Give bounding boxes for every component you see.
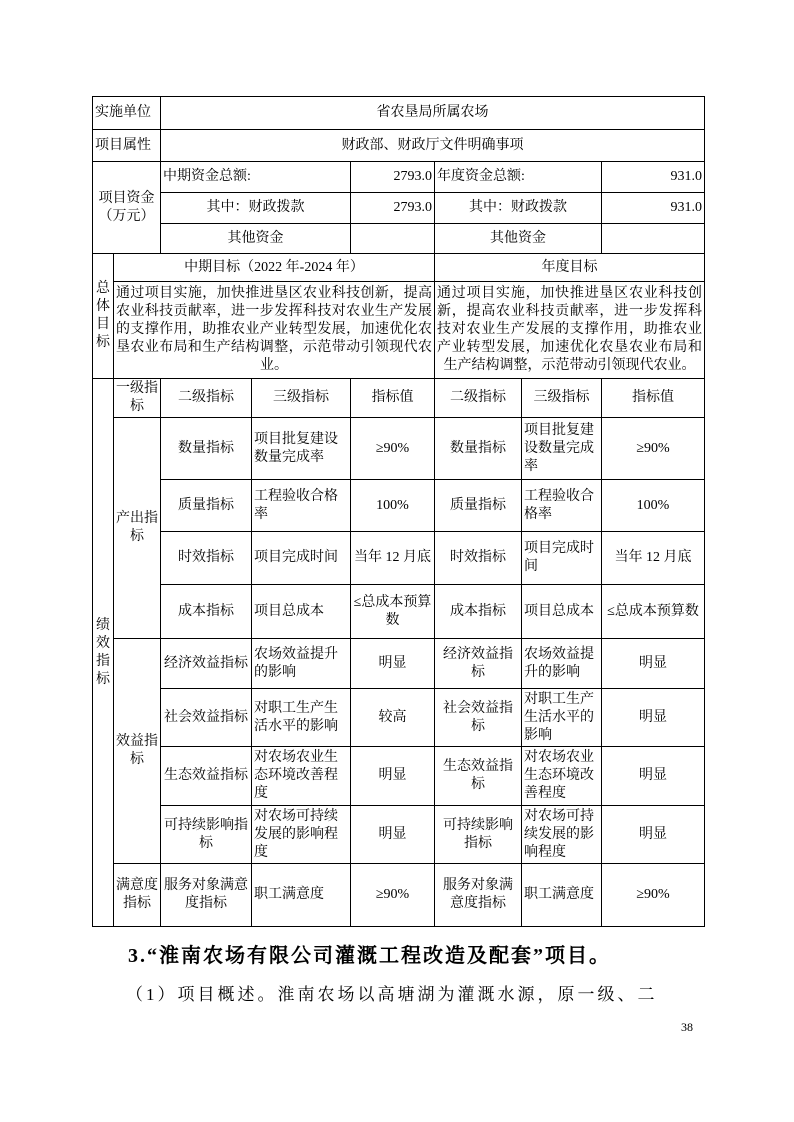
implementing-unit-label: 实施单位 <box>93 97 161 130</box>
header-level2-mid: 二级指标 <box>161 379 252 418</box>
l3-mid: 工程验收合格率 <box>252 480 351 532</box>
mid-term-goal-text: 通过项目实施，加快推进垦区农业科技创新，提高农业科技贡献率，进一步发挥科技对农业生产发展的支撑作用，助推农业产业转型发展，加速优化农垦农业布局和生产结构调整，示范带动引领现代农业。 <box>114 282 435 379</box>
value-year: 当年 12 月底 <box>602 532 705 585</box>
performance-indicator-label: 绩效指标 <box>93 379 114 927</box>
year-fiscal-label: 其中：财政拨款 <box>435 193 602 224</box>
indicator-row-satisfaction <box>93 864 705 927</box>
l2-year: 服务对象满意度指标 <box>435 864 522 927</box>
l3-year: 对职工生产生活水平的影响 <box>522 689 602 747</box>
project-performance-table <box>92 96 705 927</box>
value-year: ≥90% <box>602 418 705 480</box>
l3-year: 项目批复建设数量完成率 <box>522 418 602 480</box>
year-funding-total-value: 931.0 <box>602 162 705 193</box>
l2-mid: 时效指标 <box>161 532 252 585</box>
project-attribute-label: 项目属性 <box>93 130 161 162</box>
l3-mid: 职工满意度 <box>252 864 351 927</box>
section-heading: 3.“淮南农场有限公司灌溉工程改造及配套”项目。 <box>128 945 611 967</box>
indicator-row-ecological <box>93 747 705 806</box>
row-funding-other <box>93 224 705 254</box>
l3-mid: 项目完成时间 <box>252 532 351 585</box>
group-output-label: 产出指标 <box>114 418 161 639</box>
header-level2-year: 二级指标 <box>435 379 522 418</box>
l3-year: 对农场可持续发展的影响程度 <box>522 806 602 864</box>
l3-year: 项目完成时间 <box>522 532 602 585</box>
l3-mid: 项目批复建设数量完成率 <box>252 418 351 480</box>
l2-mid: 生态效益指标 <box>161 747 252 806</box>
l3-mid: 农场效益提升的影响 <box>252 639 351 689</box>
year-fiscal-value: 931.0 <box>602 193 705 224</box>
value-year: 100% <box>602 480 705 532</box>
value-mid: ≥90% <box>351 418 435 480</box>
l2-mid: 社会效益指标 <box>161 689 252 747</box>
l3-year: 项目总成本 <box>522 585 602 639</box>
l2-mid: 经济效益指标 <box>161 639 252 689</box>
l3-year: 农场效益提升的影响 <box>522 639 602 689</box>
l3-mid: 对农场可持续发展的影响程度 <box>252 806 351 864</box>
l3-mid: 项目总成本 <box>252 585 351 639</box>
header-value-mid: 指标值 <box>351 379 435 418</box>
implementing-unit-value: 省农垦局所属农场 <box>161 97 705 130</box>
row-goal-header <box>93 254 705 282</box>
indicator-row-timeliness <box>93 532 705 585</box>
mid-other-funds-label: 其他资金 <box>161 224 351 254</box>
mid-other-funds-value <box>351 224 435 254</box>
indicator-row-economic <box>93 639 705 689</box>
l3-year: 职工满意度 <box>522 864 602 927</box>
indicator-row-quality <box>93 480 705 532</box>
page-content <box>92 96 704 1009</box>
l2-mid: 成本指标 <box>161 585 252 639</box>
row-indicator-header <box>93 379 705 418</box>
page-number: 38 <box>681 1020 693 1034</box>
l3-mid: 对职工生产生活水平的影响 <box>252 689 351 747</box>
value-mid: 100% <box>351 480 435 532</box>
indicator-row-social <box>93 689 705 747</box>
year-other-funds-value <box>602 224 705 254</box>
value-year: ≥90% <box>602 864 705 927</box>
row-funding-fiscal <box>93 193 705 224</box>
mid-funding-total-label: 中期资金总额: <box>161 162 351 193</box>
l2-mid: 质量指标 <box>161 480 252 532</box>
value-year: 明显 <box>602 747 705 806</box>
project-attribute-value: 财政部、财政厅文件明确事项 <box>161 130 705 162</box>
annual-goal-text: 通过项目实施，加快推进垦区农业科技创新，提高农业科技贡献率，进一步发挥科技对农业生产发展的支撑作用，助推农业产业转型发展，加速优化农垦农业布局和生产结构调整，示范带动引领现代农业。 <box>435 282 705 379</box>
group-benefit-label: 效益指标 <box>114 639 161 864</box>
l2-mid: 服务对象满意度指标 <box>161 864 252 927</box>
value-mid: ≤总成本预算数 <box>351 585 435 639</box>
header-level1: 一级指标 <box>114 379 161 418</box>
l2-mid: 数量指标 <box>161 418 252 480</box>
value-mid: 明显 <box>351 806 435 864</box>
row-project-attribute <box>93 130 705 162</box>
l2-year: 数量指标 <box>435 418 522 480</box>
body-paragraph: （1）项目概述。淮南农场以高塘湖为灌溉水源，原一级、二 <box>126 985 658 1004</box>
row-goal-body <box>93 282 705 379</box>
value-mid: 较高 <box>351 689 435 747</box>
row-funding-total <box>93 162 705 193</box>
value-mid: 明显 <box>351 747 435 806</box>
year-funding-total-label: 年度资金总额: <box>435 162 602 193</box>
overall-goal-label: 总体目标 <box>93 254 114 379</box>
header-value-year: 指标值 <box>602 379 705 418</box>
l2-year: 质量指标 <box>435 480 522 532</box>
funding-label: 项目资金（万元） <box>93 162 161 254</box>
value-year: 明显 <box>602 689 705 747</box>
row-implementing-unit <box>93 97 705 130</box>
indicator-row-sustainability <box>93 806 705 864</box>
header-level3-year: 三级指标 <box>522 379 602 418</box>
value-mid: ≥90% <box>351 864 435 927</box>
mid-fiscal-label: 其中：财政拨款 <box>161 193 351 224</box>
mid-fiscal-value: 2793.0 <box>351 193 435 224</box>
l2-year: 经济效益指标 <box>435 639 522 689</box>
mid-funding-total-value: 2793.0 <box>351 162 435 193</box>
group-satisfaction-label: 满意度指标 <box>114 864 161 927</box>
l2-mid: 可持续影响指标 <box>161 806 252 864</box>
annual-goal-header: 年度目标 <box>435 254 705 282</box>
l3-year: 工程验收合格率 <box>522 480 602 532</box>
l2-year: 时效指标 <box>435 532 522 585</box>
year-other-funds-label: 其他资金 <box>435 224 602 254</box>
l2-year: 可持续影响指标 <box>435 806 522 864</box>
l2-year: 成本指标 <box>435 585 522 639</box>
header-level3-mid: 三级指标 <box>252 379 351 418</box>
value-mid: 当年 12 月底 <box>351 532 435 585</box>
indicator-row-quantity <box>93 418 705 480</box>
value-year: ≤总成本预算数 <box>602 585 705 639</box>
indicator-row-cost <box>93 585 705 639</box>
l3-year: 对农场农业生态环境改善程度 <box>522 747 602 806</box>
value-year: 明显 <box>602 806 705 864</box>
l2-year: 社会效益指标 <box>435 689 522 747</box>
mid-term-goal-header: 中期目标（2022 年-2024 年） <box>114 254 435 282</box>
l3-mid: 对农场农业生态环境改善程度 <box>252 747 351 806</box>
value-mid: 明显 <box>351 639 435 689</box>
l2-year: 生态效益指标 <box>435 747 522 806</box>
value-year: 明显 <box>602 639 705 689</box>
